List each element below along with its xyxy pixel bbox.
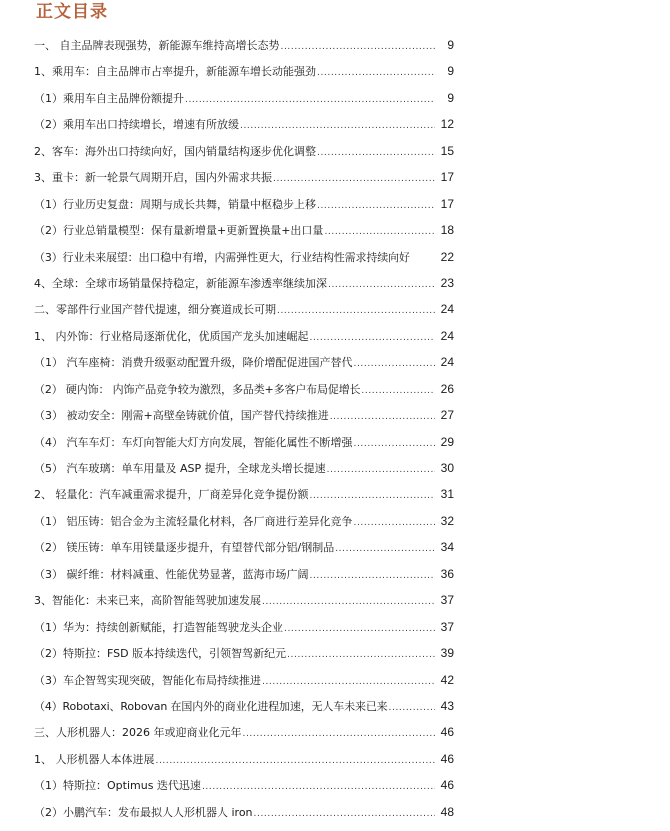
toc-entry[interactable] — [34, 170, 454, 196]
toc-entry-page: 39 — [440, 646, 454, 661]
toc-entry-page: 36 — [440, 566, 454, 581]
dot-leader — [262, 595, 435, 609]
toc-entry-page: 23 — [440, 275, 454, 290]
toc-entry-text: （1） 铝压铸：铝合金为主流轻量化材料，各厂商进行差异化竞争 — [34, 514, 353, 528]
toc-entry[interactable] — [34, 302, 454, 328]
dot-leader — [328, 278, 435, 292]
dot-leader — [389, 701, 435, 715]
dot-leader — [202, 780, 435, 794]
dot-leader — [330, 410, 435, 424]
toc-entry-page: 30 — [440, 461, 454, 475]
dot-leader — [273, 172, 435, 186]
toc-entry-page: 37 — [440, 619, 454, 634]
toc-entry-text: 3、重卡：新一轮景气周期开启，国内外需求共振 — [34, 171, 272, 185]
toc-entry-text: （2）乘用车出口持续增长，增速有所放缓 — [34, 118, 239, 132]
toc-entry-text: 1、 内外饰：行业格局逐渐优化，优质国产龙头加速崛起 — [34, 329, 309, 343]
toc-entry-page: 17 — [440, 196, 454, 211]
toc-entry-page: 46 — [440, 778, 454, 793]
toc-entry[interactable] — [34, 514, 454, 540]
dot-leader — [287, 648, 435, 662]
toc-entry-text: 2、客车：海外出口持续向好，国内销量结构逐步优化调整 — [34, 144, 316, 158]
toc-entry[interactable] — [34, 250, 454, 276]
toc-entry-page: 42 — [440, 672, 454, 687]
dot-leader — [354, 357, 436, 371]
toc-entry-text: （4） 汽车车灯：车灯向智能大灯方向发展，智能化属性不断增强 — [34, 435, 353, 449]
toc-entry-text: （3）行业未来展望：出口稳中有增，内需弹性更大，行业结构性需求持续向好 — [34, 250, 410, 264]
toc-entry-text: （2）行业总销量模型：保有量新增量+更新置换量+出口量 — [34, 224, 324, 238]
toc-entry[interactable] — [34, 725, 454, 751]
toc-entry[interactable] — [34, 593, 454, 619]
dot-leader — [354, 516, 436, 530]
toc-entry-page: 32 — [440, 513, 454, 528]
toc-entry-page: 24 — [440, 328, 454, 343]
toc-entry-text: （3） 碳纤维：材料减重、性能优势显著，蓝海市场广阔 — [34, 567, 309, 581]
toc-entry-text: （1）行业历史复盘：周期与成长共舞，销量中枢稳步上移 — [34, 197, 316, 211]
toc-entry[interactable] — [34, 620, 454, 646]
dot-leader — [324, 225, 435, 239]
toc-entry-page: 24 — [440, 355, 454, 370]
toc-entry[interactable] — [34, 673, 454, 699]
dot-leader — [327, 463, 435, 477]
toc-entry[interactable] — [34, 408, 454, 434]
toc-entry[interactable] — [34, 355, 454, 381]
toc-entry-text: （1）特斯拉：Optimus 迭代迅速 — [34, 779, 201, 793]
toc-entry[interactable] — [34, 223, 454, 249]
toc-entry-page: 48 — [440, 804, 454, 819]
toc-entry-page: 46 — [440, 725, 454, 740]
toc-entry-page: 15 — [440, 143, 454, 158]
toc-title: 正文目录 — [36, 2, 108, 22]
toc-entry-text: 4、全球：全球市场销量保持稳定，新能源车渗透率继续加深 — [34, 276, 327, 290]
toc-entry-text: （1） 汽车座椅：消费升级驱动配置升级，降价增配促进国产替代 — [34, 356, 353, 370]
toc-entry[interactable] — [34, 699, 454, 725]
toc-entry[interactable] — [34, 64, 454, 90]
toc-entry-text: （2）小鹏汽车：发布最拟人人形机器人 iron — [34, 805, 253, 819]
toc-entry[interactable] — [34, 38, 454, 64]
toc-entry[interactable] — [34, 435, 454, 461]
dot-leader — [317, 199, 435, 213]
dot-leader — [361, 384, 435, 398]
dot-leader — [277, 304, 435, 318]
toc-entry-page: 29 — [440, 434, 454, 449]
toc-entry[interactable] — [34, 567, 454, 593]
toc-entry[interactable] — [34, 805, 454, 831]
toc-entry[interactable] — [34, 276, 454, 302]
toc-entry[interactable] — [34, 197, 454, 223]
toc-entry[interactable] — [34, 382, 454, 408]
toc-entry[interactable] — [34, 329, 454, 355]
toc-entry-page: 43 — [440, 698, 454, 713]
toc-entry-text: （1）华为：持续创新赋能，打造智能驾驶龙头企业 — [34, 620, 283, 634]
dot-leader — [310, 569, 436, 583]
toc-entry-text: 二、零部件行业国产替代提速，细分赛道成长可期 — [34, 303, 276, 317]
toc-entry[interactable] — [34, 540, 454, 566]
toc-entry-text: （3）车企智驾实现突破，智能化布局持续推进 — [34, 673, 261, 687]
toc-entry[interactable] — [34, 91, 454, 117]
toc-entry-text: 1、 人形机器人本体进展 — [34, 752, 155, 766]
toc-entry-page: 17 — [440, 170, 454, 185]
toc-entry-page: 18 — [440, 223, 454, 238]
toc-entry[interactable] — [34, 646, 454, 672]
dot-leader — [185, 93, 435, 107]
dot-leader — [254, 807, 435, 821]
toc-entry[interactable] — [34, 778, 454, 804]
toc-entry-text: 一、 自主品牌表现强势，新能源车维持高增长态势 — [34, 39, 280, 52]
toc-entry-text: （4）Robotaxi、Robovan 在国内外的商业化进程加速，无人车未来已来 — [34, 699, 388, 713]
toc-entry-text: （2） 硬内饰： 内饰产品竞争较为激烈，多品类+多客户布局促增长 — [34, 382, 361, 396]
toc-entry[interactable] — [34, 461, 454, 487]
toc-entry[interactable] — [34, 144, 454, 170]
toc-entry[interactable] — [34, 487, 454, 513]
toc-entry-page: 9 — [447, 90, 454, 105]
toc-entry-text: 三、人形机器人：2026 年或迎商业化元年 — [34, 726, 242, 740]
toc-entry-page: 46 — [440, 751, 454, 766]
toc-entry-page: 9 — [447, 38, 454, 52]
toc-entry-text: （3） 被动安全：刚需+高壁垒铸就价值，国产替代持续推进 — [34, 409, 329, 423]
toc-entry-text: （2） 镁压铸：单车用镁量逐步提升，有望替代部分铝/钢制品 — [34, 541, 335, 555]
dot-leader — [243, 727, 436, 741]
toc-entry-page: 37 — [440, 593, 454, 608]
toc-entry-text: 1、乘用车：自主品牌市占率提升，新能源车增长动能强劲 — [34, 65, 316, 79]
toc-entry-text: 3、智能化：未来已来，高阶智能驾驶加速发展 — [34, 594, 261, 608]
dot-leader — [317, 66, 435, 80]
dot-leader — [317, 146, 435, 160]
toc-entry-text: 2、 轻量化：汽车减重需求提升，厂商差异化竞争提份额 — [34, 488, 309, 502]
toc-entry[interactable] — [34, 117, 454, 143]
dot-leader — [335, 542, 435, 556]
toc-entry-page: 12 — [440, 117, 454, 132]
toc-entry-text: （2）特斯拉：FSD 版本持续迭代，引领智驾新纪元 — [34, 647, 287, 661]
dot-leader — [240, 119, 435, 133]
toc-entry-page: 34 — [440, 540, 454, 555]
dot-leader — [284, 622, 435, 636]
toc-entry-page: 24 — [440, 302, 454, 317]
toc-entry-page: 31 — [440, 487, 454, 502]
toc-entry-text: （1）乘用车自主品牌份额提升 — [34, 91, 184, 105]
dot-leader — [310, 331, 436, 345]
dot-leader — [354, 437, 436, 451]
toc-entry[interactable] — [34, 752, 454, 778]
dot-leader — [310, 489, 436, 503]
toc-entry-text: （5） 汽车玻璃：单车用量及 ASP 提升，全球龙头增长提速 — [34, 462, 326, 475]
toc-entry-page: 22 — [440, 249, 454, 264]
dot-leader — [156, 754, 436, 768]
toc-entry-page: 27 — [440, 408, 454, 423]
dot-leader — [281, 40, 436, 54]
dot-leader — [262, 675, 435, 689]
toc-entry-page: 26 — [440, 381, 454, 396]
toc-entry-page: 9 — [447, 64, 454, 79]
table-of-contents — [34, 38, 454, 831]
